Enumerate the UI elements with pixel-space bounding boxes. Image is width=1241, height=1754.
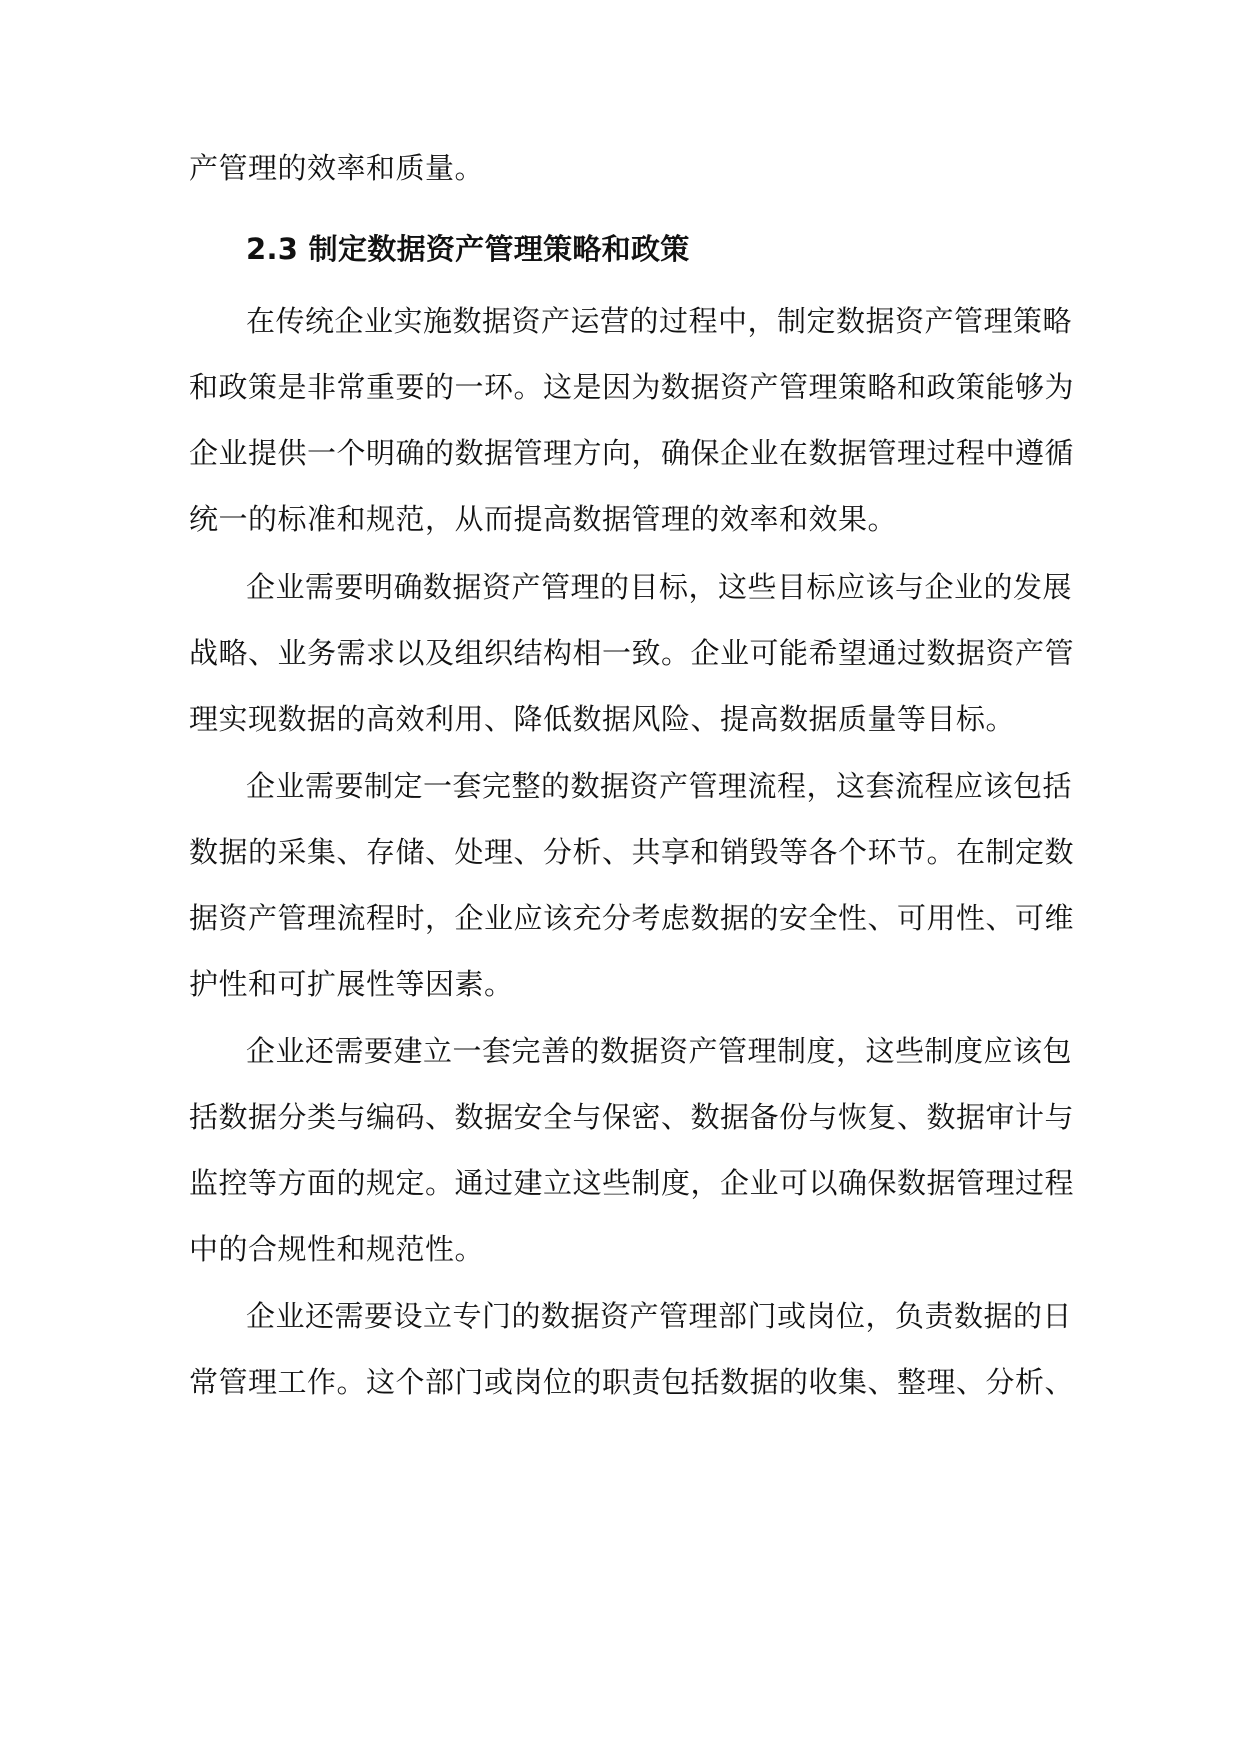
paragraph-2-line-1: 企业需要明确数据资产管理的目标，这些目标应该与企业的发展 [246, 570, 1073, 604]
paragraph-4-line-2: 括数据分类与编码、数据安全与保密、数据备份与恢复、数据审计与 [189, 1100, 1075, 1134]
paragraph-1-line-3: 企业提供一个明确的数据管理方向，确保企业在数据管理过程中遵循 [189, 436, 1075, 470]
section-heading: 2.3 制定数据资产管理策略和政策 [246, 232, 690, 266]
paragraph-3-line-1: 企业需要制定一套完整的数据资产管理流程，这套流程应该包括 [246, 769, 1073, 803]
paragraph-3-line-4: 护性和可扩展性等因素。 [189, 967, 514, 1001]
paragraph-5-line-2: 常管理工作。这个部门或岗位的职责包括数据的收集、整理、分析、 [189, 1365, 1075, 1399]
paragraph-1-line-2: 和政策是非常重要的一环。这是因为数据资产管理策略和政策能够为 [189, 370, 1075, 404]
paragraph-4-line-4: 中的合规性和规范性。 [189, 1232, 485, 1266]
paragraph-5-line-1: 企业还需要设立专门的数据资产管理部门或岗位，负责数据的日 [246, 1299, 1073, 1333]
paragraph-4-line-3: 监控等方面的规定。通过建立这些制度，企业可以确保数据管理过程 [189, 1166, 1075, 1200]
paragraph-2-line-2: 战略、业务需求以及组织结构相一致。企业可能希望通过数据资产管 [189, 636, 1075, 670]
paragraph-1-line-4: 统一的标准和规范，从而提高数据管理的效率和效果。 [189, 502, 898, 536]
paragraph-4-line-1: 企业还需要建立一套完善的数据资产管理制度，这些制度应该包 [246, 1034, 1073, 1068]
paragraph-1-line-1: 在传统企业实施数据资产运营的过程中，制定数据资产管理策略 [246, 304, 1073, 338]
paragraph-2-line-3: 理实现数据的高效利用、降低数据风险、提高数据质量等目标。 [189, 702, 1016, 736]
text-line-continuation: 产管理的效率和质量。 [189, 151, 485, 185]
paragraph-3-line-3: 据资产管理流程时，企业应该充分考虑数据的安全性、可用性、可维 [189, 901, 1075, 935]
paragraph-3-line-2: 数据的采集、存储、处理、分析、共享和销毁等各个环节。在制定数 [189, 835, 1075, 869]
